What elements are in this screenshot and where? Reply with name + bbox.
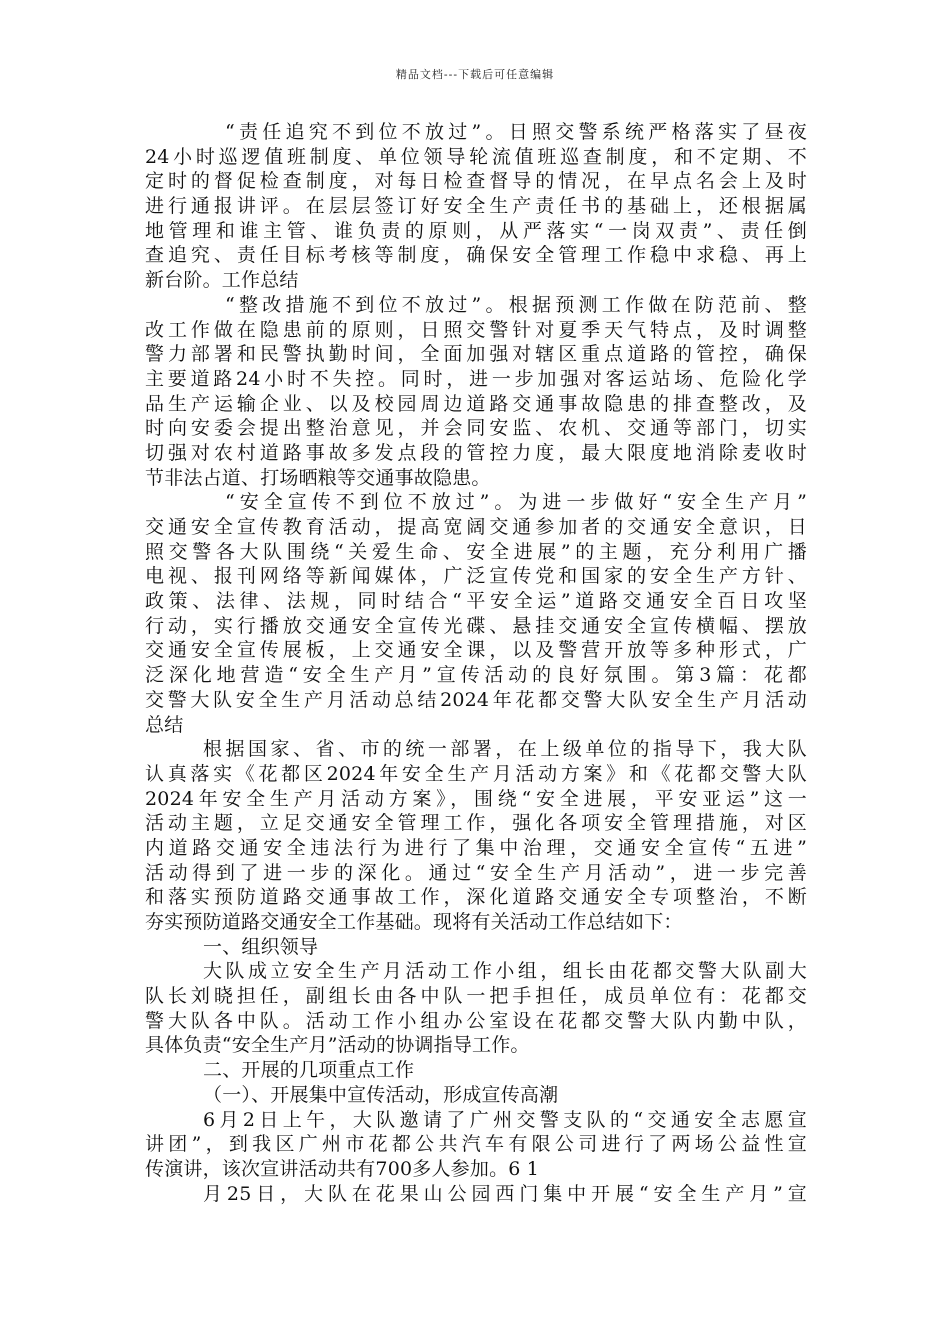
text-line: 月25日，大队在花果山公园西门集中开展“安全生产月”宣 (203, 1182, 807, 1205)
text-line: 具体负责“安全生产月”活动的协调指导工作。 (145, 1034, 530, 1057)
text-line: 照交警各大队围绕“关爱生命、安全进展”的主题，充分利用广播 (145, 540, 807, 563)
text-line: 切强对农村道路事故多发点段的管控力度，最大限度地消除麦收时 (145, 441, 807, 464)
text-line: 24小时巡逻值班制度、单位领导轮流值班巡查制度，和不定期、不 (145, 145, 807, 168)
text-line: “安全宣传不到位不放过”。为进一步做好“安全生产月” (225, 491, 807, 514)
text-line: 警大队各中队。活动工作小组办公室设在花都交警大队内勤中队， (145, 1009, 807, 1032)
text-line: 讲团”，到我区广州市花都公共汽车有限公司进行了两场公益性宣 (145, 1133, 807, 1156)
text-line: 总结 (145, 713, 184, 736)
text-line: 品生产运输企业、以及校园周边道路交通事故隐患的排查整改，及 (145, 392, 807, 415)
text-line: 队长刘晓担任，副组长由各中队一把手担任，成员单位有：花都交 (145, 985, 807, 1008)
document-body (145, 120, 807, 1206)
text-line: 新台阶。工作总结 (145, 269, 299, 292)
text-line: 电视、报刊网络等新闻媒体，广泛宣传党和国家的安全生产方针、 (145, 565, 807, 588)
text-line: 泛深化地营造“安全生产月”宣传活动的良好氛围。第3篇：花都 (145, 664, 807, 687)
text-line: 地管理和谁主管、谁负责的原则，从严落实“一岗双责”、责任倒 (145, 219, 807, 242)
text-line: 一、组织领导 (203, 935, 319, 958)
text-line: 进行通报讲评。在层层签订好安全生产责任书的基础上，还根据属 (145, 195, 807, 218)
text-line: 传演讲，该次宣讲活动共有700多人参加。6 1 (145, 1157, 540, 1180)
text-line: 交警大队安全生产月活动总结2024年花都交警大队安全生产月活动 (145, 688, 807, 711)
text-line: 交通安全宣传展板，上交通安全课，以及警营开放等多种形式，广 (145, 639, 807, 662)
text-line: “责任追究不到位不放过”。日照交警系统严格落实了昼夜 (225, 121, 807, 143)
text-line: 大队成立安全生产月活动工作小组，组长由花都交警大队副大 (203, 960, 807, 983)
text-line: 夯实预防道路交通安全工作基础。现将有关活动工作总结如下： (145, 911, 683, 933)
page-header: 精品文档---下载后可任意编辑 (395, 68, 555, 81)
text-line: 活动得到了进一步的深化。通过“安全生产月活动”，进一步完善 (145, 861, 807, 884)
text-line: 交通安全宣传教育活动，提高宽阔交通参加者的交通安全意识，日 (145, 516, 807, 538)
text-line: 政策、法律、法规，同时结合“平安全运”道路交通安全百日攻坚 (145, 590, 807, 613)
text-line: 改工作做在隐患前的原则，日照交警针对夏季天气特点，及时调整 (145, 318, 807, 341)
text-line: 认真落实《花都区2024年安全生产月活动方案》和《花都交警大队 (145, 762, 807, 785)
text-line: 行动，实行播放交通安全宣传光碟、悬挂交通安全宣传横幅、摆放 (145, 614, 807, 637)
text-line: 2024年安全生产月活动方案》，围绕“安全进展，平安亚运”这一 (145, 787, 807, 810)
text-line: 节非法占道、打场晒粮等交通事故隐患。 (145, 466, 491, 489)
text-line: “整改措施不到位不放过”。根据预测工作做在防范前、整 (225, 293, 807, 316)
text-line: 主要道路24小时不失控。同时，进一步加强对客运站场、危险化学 (145, 367, 807, 390)
text-line: 根据国家、省、市的统一部署，在上级单位的指导下，我大队 (203, 738, 807, 761)
text-line: 二、开展的几项重点工作 (203, 1059, 415, 1082)
text-line: （一）、开展集中宣传活动，形成宣传高潮 (203, 1083, 559, 1106)
text-line: 定时的督促检查制度，对每日检查督导的情况，在早点名会上及时 (145, 170, 807, 193)
text-line: 内道路交通安全违法行为进行了集中治理，交通安全宣传“五进” (145, 836, 807, 859)
text-line: 时向安委会提出整治意见，并会同安监、农机、交通等部门，切实 (145, 417, 807, 440)
text-line: 和落实预防道路交通事故工作，深化道路交通安全专项整治，不断 (145, 886, 807, 909)
text-line: 查追究、责任目标考核等制度，确保安全管理工作稳中求稳、再上 (145, 244, 807, 267)
text-line: 警力部署和民警执勤时间，全面加强对辖区重点道路的管控，确保 (145, 343, 807, 366)
text-line: 活动主题，立足交通安全管理工作，强化各项安全管理措施，对区 (145, 812, 807, 835)
text-line: 6月2日上午，大队邀请了广州交警支队的“交通安全志愿宣 (203, 1108, 807, 1131)
